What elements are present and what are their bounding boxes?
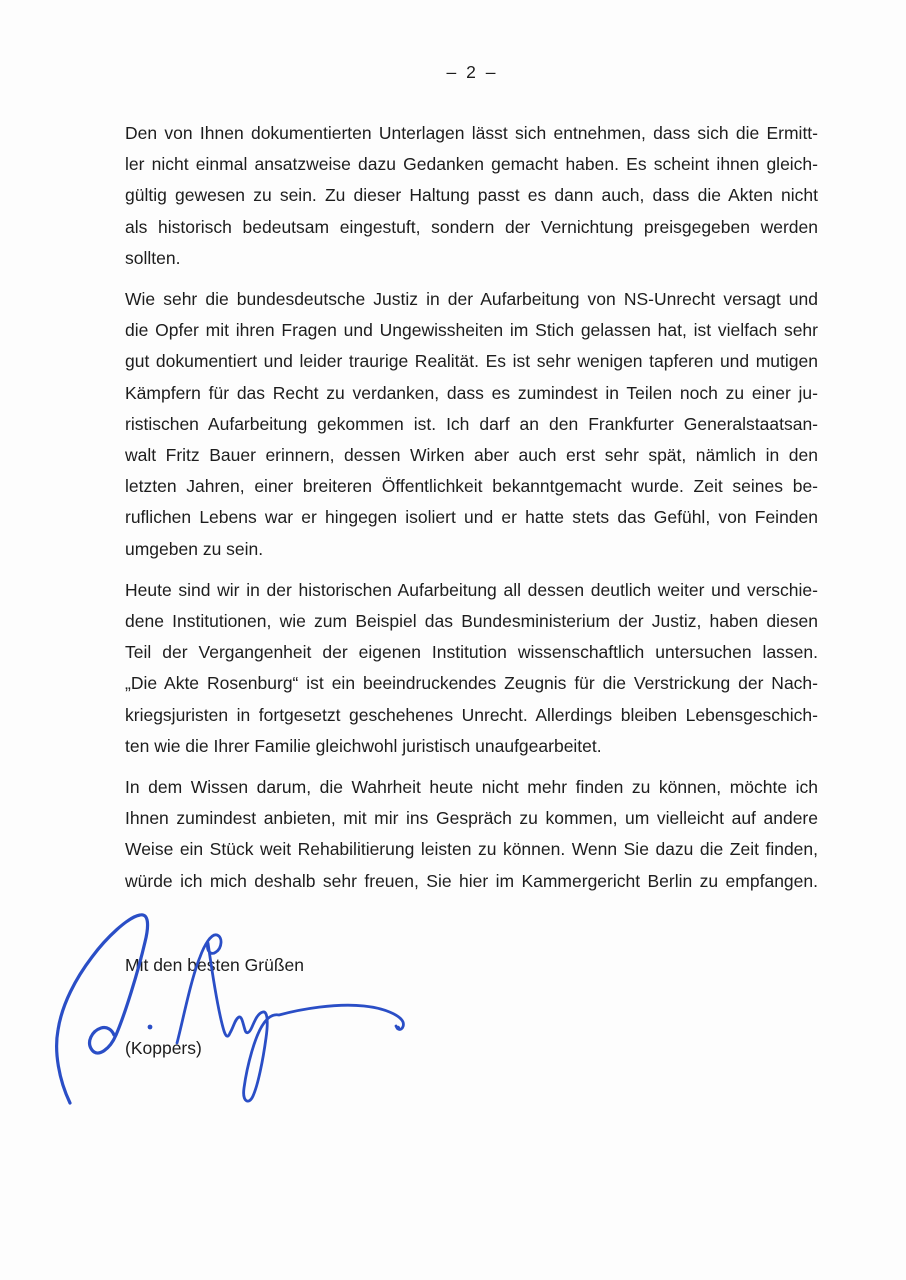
letter-body [125,118,818,1064]
text-line: Kämpfern für das Recht zu verdanken, dass es zumindest in Teilen noch zu einer ju- [125,382,818,403]
paragraph [125,284,818,565]
text-line: Heute sind wir in der historischen Aufarbeitung all dessen deutlich weiter und verschie- [125,579,818,600]
paragraph [125,118,818,274]
text-line: dene Institutionen, wie zum Beispiel das Bundesministerium der Justiz, haben diesen [125,611,818,632]
text-line: „Die Akte Rosenburg“ ist ein beeindruckendes Zeugnis für die Verstrickung der Nach- [125,673,818,694]
text-line: würde ich mich deshalb sehr freuen, Sie hier im Kammergericht Berlin zu empfangen. [125,870,818,891]
text-line: Den von Ihnen dokumentierten Unterlagen lässt sich entnehmen, dass sich die Ermitt- [125,123,818,143]
text-line: sollten. [125,247,181,268]
text-line: umgeben zu sein. [125,538,264,559]
text-line: Weise ein Stück weit Rehabilitierung leisten zu können. Wenn Sie dazu die Zeit finden, [125,839,818,860]
text-line: ristischen Aufarbeitung gekommen ist. Ich darf an den Frankfurter Generalstaatsan- [125,413,818,434]
text-line: kriegsjuristen in fortgesetzt geschehenes Unrecht. Allerdings bleiben Lebensgeschich- [125,704,818,725]
text-line: ruflichen Lebens war er hingegen isoliert und er hatte stets das Gefühl, von Feinden [125,507,818,528]
paragraph [125,772,818,897]
page-number: – 2 – [446,62,497,82]
text-line: gut dokumentiert und leider traurige Realität. Es ist sehr wenigen tapferen und mutigen [125,351,818,372]
text-line: Teil der Vergangenheit der eigenen Institution wissenschaftlich untersuchen lassen. [125,642,818,663]
text-line: walt Fritz Bauer erinnern, dessen Wirken aber auch erst sehr spät, nämlich in den [125,445,818,466]
text-line: Wie sehr die bundesdeutsche Justiz in der Aufarbeitung von NS-Unrecht versagt und [125,289,818,310]
signer-name: (Koppers) [125,1038,202,1059]
text-line: ten wie die Ihrer Familie gleichwohl juristisch unaufgearbeitet. [125,735,602,756]
text-line: gültig gewesen zu sein. Zu dieser Haltung passt es dann auch, dass die Akten nicht [125,185,818,206]
text-line: ler nicht einmal ansatzweise dazu Gedanken gemacht haben. Es scheint ihnen gleich- [125,154,818,175]
text-line: letzten Jahren, einer breiteren Öffentlichkeit bekanntgemacht wurde. Zeit seines be- [125,476,818,497]
text-line: als historisch bedeutsam eingestuft, sondern der Vernichtung preisgegeben werden [125,216,818,237]
closing-salutation: Mit den besten Grüßen [125,954,304,975]
paragraph [125,575,818,762]
text-line: die Opfer mit ihren Fragen und Ungewissheiten im Stich gelassen hat, ist vielfach sehr [125,320,818,341]
text-line: Ihnen zumindest anbieten, mit mir ins Gespräch zu kommen, um vielleicht auf andere [125,808,818,829]
text-line: In dem Wissen darum, die Wahrheit heute nicht mehr finden zu können, möchte ich [125,777,818,798]
